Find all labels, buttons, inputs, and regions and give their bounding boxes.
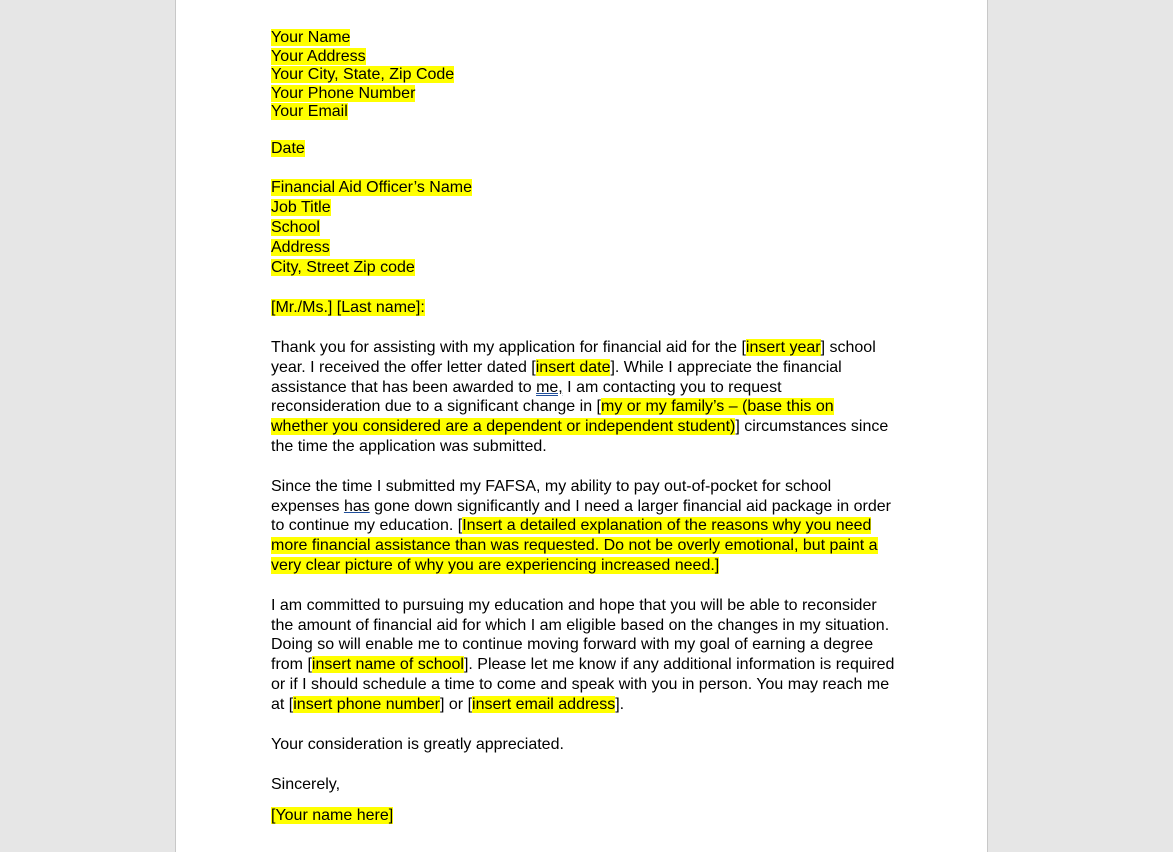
letter-body — [271, 29, 901, 826]
p3-text: the amount of financial aid for which I am eligible based on the changes in my situation. — [271, 616, 890, 634]
sign-off: Sincerely, — [271, 775, 341, 793]
p1-text: ]. While I appreciate the financial — [610, 358, 842, 376]
p1-text: I am contacting you to request — [562, 378, 782, 396]
placeholder-school-name: insert name of school — [311, 656, 464, 674]
p2-text: to continue my education. [ — [271, 517, 463, 535]
signature-placeholder: [Your name here] — [271, 806, 394, 824]
p1-text: Thank you for assisting with my application for financial aid for the [ — [271, 339, 746, 356]
placeholder-insert-date: insert date — [535, 358, 611, 376]
p1-text: reconsideration due to a significant change in [ — [271, 398, 601, 416]
sender-name: Your Name — [271, 29, 351, 46]
placeholder-dependent-status: whether you considered are a dependent or independent student) — [271, 418, 736, 436]
placeholder-explanation: Insert a detailed explanation of the reasons why you need — [462, 517, 872, 535]
p3-text: Doing so will enable me to continue moving forward with my goal of earning a degree — [271, 636, 874, 654]
placeholder-insert-year: insert year — [745, 339, 821, 356]
placeholder-family-status: my or my family’s – (base this on — [601, 398, 834, 416]
sender-city-state-zip: Your City, State, Zip Code — [271, 66, 455, 83]
closing-block — [271, 735, 901, 755]
recipient-school: School — [271, 219, 320, 236]
p3-text: or if I should schedule a time to come and speak with you in person. You may reach me — [271, 675, 890, 693]
salutation: [Mr./Ms.] [Last name]: — [271, 299, 425, 316]
p2-text: Since the time I submitted my FAFSA, my ability to pay out-of-pocket for school — [271, 477, 832, 495]
recipient-officer-name: Financial Aid Officer’s Name — [271, 179, 472, 196]
recipient-address: Address — [271, 239, 330, 256]
recipient-city-zip: City, Street Zip code — [271, 259, 415, 276]
sender-block — [271, 29, 901, 122]
p3-text: I am committed to pursuing my education and hope that you will be able to reconsider — [271, 596, 877, 614]
paragraph-2 — [271, 477, 901, 576]
grammar-flag-has[interactable]: has — [343, 497, 370, 515]
p1-text: year. I received the offer letter dated [ — [271, 358, 536, 376]
sender-address: Your Address — [271, 47, 366, 65]
grammar-flag-me[interactable]: me, — [536, 378, 563, 396]
sender-phone: Your Phone Number — [271, 84, 416, 102]
p3-text: ]. — [615, 695, 625, 713]
recipient-block — [271, 178, 901, 278]
paragraph-1 — [271, 338, 901, 457]
letter-date: Date — [271, 139, 305, 157]
recipient-job-title: Job Title — [271, 199, 331, 216]
p1-text: ] circumstances since — [735, 418, 889, 436]
p3-text: from [ — [271, 656, 312, 674]
paragraph-3 — [271, 596, 901, 715]
sign-off-block — [271, 775, 901, 795]
signature-block — [271, 806, 901, 826]
p1-text: assistance that has been awarded to — [271, 378, 537, 396]
p1-text: ] school — [820, 339, 876, 356]
placeholder-explanation-end: very clear picture of why you are experiencing increased need.] — [271, 556, 720, 574]
p3-text: at [ — [271, 695, 294, 713]
p3-text: ] or [ — [440, 695, 473, 713]
p2-text: expenses — [271, 497, 344, 515]
placeholder-explanation-cont: more financial assistance than was requested. Do not be overly emotional, but paint a — [271, 537, 878, 555]
placeholder-email-address: insert email address — [472, 695, 616, 713]
document-page — [175, 0, 988, 852]
closing-line: Your consideration is greatly appreciated. — [271, 735, 564, 753]
salutation-block — [271, 298, 901, 318]
sender-email: Your Email — [271, 103, 348, 120]
date-block — [271, 140, 901, 159]
p3-text: ]. Please let me know if any additional information is required — [463, 656, 895, 674]
placeholder-phone-number: insert phone number — [293, 695, 440, 713]
p1-text: the time the application was submitted. — [271, 437, 547, 455]
p2-text: gone down significantly and I need a larger financial aid package in order — [369, 497, 891, 515]
